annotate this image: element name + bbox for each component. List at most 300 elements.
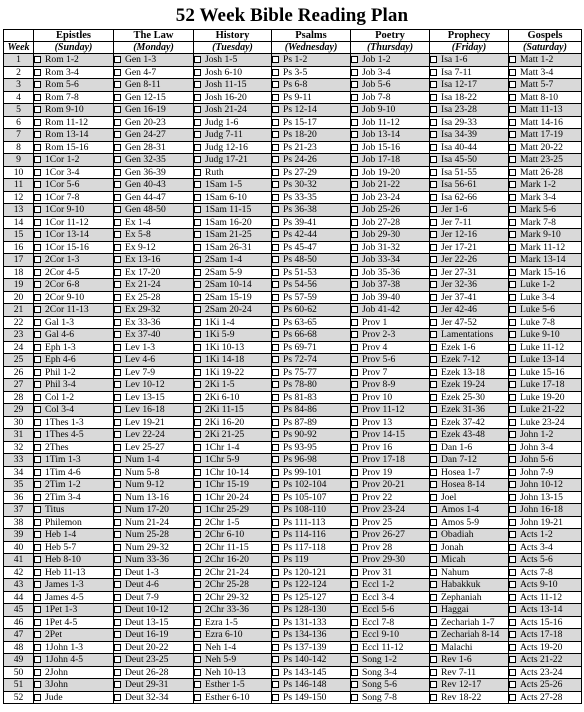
checkbox[interactable]: [194, 406, 201, 413]
checkbox[interactable]: [114, 69, 121, 76]
checkbox[interactable]: [194, 81, 201, 88]
checkbox[interactable]: [34, 569, 41, 576]
checkbox[interactable]: [34, 531, 41, 538]
checkbox[interactable]: [272, 381, 279, 388]
checkbox[interactable]: [430, 94, 437, 101]
checkbox[interactable]: [34, 556, 41, 563]
checkbox[interactable]: [114, 469, 121, 476]
checkbox[interactable]: [351, 506, 358, 513]
checkbox[interactable]: [114, 369, 121, 376]
checkbox[interactable]: [34, 419, 41, 426]
checkbox[interactable]: [194, 219, 201, 226]
checkbox[interactable]: [194, 344, 201, 351]
checkbox[interactable]: [509, 244, 516, 251]
checkbox[interactable]: [509, 144, 516, 151]
checkbox[interactable]: [34, 306, 41, 313]
checkbox[interactable]: [509, 181, 516, 188]
checkbox[interactable]: [114, 681, 121, 688]
checkbox[interactable]: [34, 206, 41, 213]
checkbox[interactable]: [272, 431, 279, 438]
checkbox[interactable]: [194, 144, 201, 151]
checkbox[interactable]: [272, 231, 279, 238]
checkbox[interactable]: [509, 206, 516, 213]
checkbox[interactable]: [34, 369, 41, 376]
checkbox[interactable]: [430, 181, 437, 188]
checkbox[interactable]: [114, 456, 121, 463]
checkbox[interactable]: [272, 494, 279, 501]
checkbox[interactable]: [34, 406, 41, 413]
checkbox[interactable]: [509, 506, 516, 513]
checkbox[interactable]: [114, 694, 121, 701]
checkbox[interactable]: [351, 369, 358, 376]
checkbox[interactable]: [34, 256, 41, 263]
checkbox[interactable]: [272, 619, 279, 626]
checkbox[interactable]: [351, 669, 358, 676]
checkbox[interactable]: [272, 294, 279, 301]
checkbox[interactable]: [351, 419, 358, 426]
checkbox[interactable]: [351, 431, 358, 438]
checkbox[interactable]: [509, 369, 516, 376]
checkbox[interactable]: [351, 69, 358, 76]
checkbox[interactable]: [114, 206, 121, 213]
checkbox[interactable]: [114, 656, 121, 663]
checkbox[interactable]: [114, 306, 121, 313]
checkbox[interactable]: [351, 219, 358, 226]
checkbox[interactable]: [272, 681, 279, 688]
checkbox[interactable]: [34, 194, 41, 201]
checkbox[interactable]: [194, 581, 201, 588]
checkbox[interactable]: [34, 631, 41, 638]
checkbox[interactable]: [34, 469, 41, 476]
checkbox[interactable]: [351, 294, 358, 301]
checkbox[interactable]: [509, 219, 516, 226]
checkbox[interactable]: [34, 81, 41, 88]
checkbox[interactable]: [34, 444, 41, 451]
checkbox[interactable]: [509, 431, 516, 438]
checkbox[interactable]: [34, 144, 41, 151]
checkbox[interactable]: [272, 456, 279, 463]
checkbox[interactable]: [351, 556, 358, 563]
checkbox[interactable]: [272, 256, 279, 263]
checkbox[interactable]: [509, 694, 516, 701]
checkbox[interactable]: [430, 244, 437, 251]
checkbox[interactable]: [114, 269, 121, 276]
checkbox[interactable]: [114, 94, 121, 101]
checkbox[interactable]: [272, 369, 279, 376]
checkbox[interactable]: [509, 606, 516, 613]
checkbox[interactable]: [430, 444, 437, 451]
checkbox[interactable]: [194, 669, 201, 676]
checkbox[interactable]: [351, 156, 358, 163]
checkbox[interactable]: [272, 331, 279, 338]
checkbox[interactable]: [430, 431, 437, 438]
checkbox[interactable]: [351, 594, 358, 601]
checkbox[interactable]: [509, 494, 516, 501]
checkbox[interactable]: [114, 156, 121, 163]
checkbox[interactable]: [114, 219, 121, 226]
checkbox[interactable]: [194, 681, 201, 688]
checkbox[interactable]: [194, 94, 201, 101]
checkbox[interactable]: [34, 269, 41, 276]
checkbox[interactable]: [194, 556, 201, 563]
checkbox[interactable]: [351, 681, 358, 688]
checkbox[interactable]: [272, 319, 279, 326]
checkbox[interactable]: [351, 269, 358, 276]
checkbox[interactable]: [351, 356, 358, 363]
checkbox[interactable]: [509, 331, 516, 338]
checkbox[interactable]: [114, 406, 121, 413]
checkbox[interactable]: [114, 56, 121, 63]
checkbox[interactable]: [194, 56, 201, 63]
checkbox[interactable]: [114, 519, 121, 526]
checkbox[interactable]: [351, 81, 358, 88]
checkbox[interactable]: [194, 206, 201, 213]
checkbox[interactable]: [430, 406, 437, 413]
checkbox[interactable]: [194, 231, 201, 238]
checkbox[interactable]: [114, 319, 121, 326]
checkbox[interactable]: [194, 506, 201, 513]
checkbox[interactable]: [509, 106, 516, 113]
checkbox[interactable]: [272, 306, 279, 313]
checkbox[interactable]: [509, 419, 516, 426]
checkbox[interactable]: [509, 194, 516, 201]
checkbox[interactable]: [351, 231, 358, 238]
checkbox[interactable]: [351, 581, 358, 588]
checkbox[interactable]: [114, 444, 121, 451]
checkbox[interactable]: [34, 69, 41, 76]
checkbox[interactable]: [430, 531, 437, 538]
checkbox[interactable]: [194, 306, 201, 313]
checkbox[interactable]: [509, 56, 516, 63]
checkbox[interactable]: [430, 669, 437, 676]
checkbox[interactable]: [351, 606, 358, 613]
checkbox[interactable]: [430, 56, 437, 63]
checkbox[interactable]: [114, 569, 121, 576]
checkbox[interactable]: [351, 531, 358, 538]
checkbox[interactable]: [509, 569, 516, 576]
checkbox[interactable]: [272, 606, 279, 613]
checkbox[interactable]: [430, 419, 437, 426]
checkbox[interactable]: [351, 194, 358, 201]
checkbox[interactable]: [34, 294, 41, 301]
checkbox[interactable]: [34, 331, 41, 338]
checkbox[interactable]: [430, 231, 437, 238]
checkbox[interactable]: [509, 306, 516, 313]
checkbox[interactable]: [114, 644, 121, 651]
checkbox[interactable]: [34, 669, 41, 676]
checkbox[interactable]: [351, 169, 358, 176]
checkbox[interactable]: [351, 94, 358, 101]
checkbox[interactable]: [114, 381, 121, 388]
checkbox[interactable]: [509, 556, 516, 563]
checkbox[interactable]: [114, 344, 121, 351]
checkbox[interactable]: [509, 656, 516, 663]
checkbox[interactable]: [351, 631, 358, 638]
checkbox[interactable]: [430, 106, 437, 113]
checkbox[interactable]: [509, 519, 516, 526]
checkbox[interactable]: [114, 194, 121, 201]
checkbox[interactable]: [272, 481, 279, 488]
checkbox[interactable]: [194, 119, 201, 126]
checkbox[interactable]: [272, 356, 279, 363]
checkbox[interactable]: [194, 106, 201, 113]
checkbox[interactable]: [430, 294, 437, 301]
checkbox[interactable]: [272, 69, 279, 76]
checkbox[interactable]: [194, 644, 201, 651]
checkbox[interactable]: [114, 531, 121, 538]
checkbox[interactable]: [430, 394, 437, 401]
checkbox[interactable]: [194, 481, 201, 488]
checkbox[interactable]: [509, 681, 516, 688]
checkbox[interactable]: [272, 594, 279, 601]
checkbox[interactable]: [272, 544, 279, 551]
checkbox[interactable]: [509, 469, 516, 476]
checkbox[interactable]: [351, 256, 358, 263]
checkbox[interactable]: [351, 469, 358, 476]
checkbox[interactable]: [272, 281, 279, 288]
checkbox[interactable]: [509, 269, 516, 276]
checkbox[interactable]: [114, 419, 121, 426]
checkbox[interactable]: [272, 556, 279, 563]
checkbox[interactable]: [430, 631, 437, 638]
checkbox[interactable]: [272, 244, 279, 251]
checkbox[interactable]: [509, 256, 516, 263]
checkbox[interactable]: [430, 344, 437, 351]
checkbox[interactable]: [194, 544, 201, 551]
checkbox[interactable]: [34, 181, 41, 188]
checkbox[interactable]: [430, 519, 437, 526]
checkbox[interactable]: [34, 544, 41, 551]
checkbox[interactable]: [430, 131, 437, 138]
checkbox[interactable]: [194, 494, 201, 501]
checkbox[interactable]: [194, 419, 201, 426]
checkbox[interactable]: [34, 581, 41, 588]
checkbox[interactable]: [430, 556, 437, 563]
checkbox[interactable]: [114, 331, 121, 338]
checkbox[interactable]: [272, 656, 279, 663]
checkbox[interactable]: [272, 119, 279, 126]
checkbox[interactable]: [194, 281, 201, 288]
checkbox[interactable]: [114, 594, 121, 601]
checkbox[interactable]: [34, 606, 41, 613]
checkbox[interactable]: [430, 569, 437, 576]
checkbox[interactable]: [34, 219, 41, 226]
checkbox[interactable]: [114, 631, 121, 638]
checkbox[interactable]: [194, 169, 201, 176]
checkbox[interactable]: [34, 656, 41, 663]
checkbox[interactable]: [509, 231, 516, 238]
checkbox[interactable]: [509, 169, 516, 176]
checkbox[interactable]: [430, 581, 437, 588]
checkbox[interactable]: [114, 281, 121, 288]
checkbox[interactable]: [509, 669, 516, 676]
checkbox[interactable]: [509, 631, 516, 638]
checkbox[interactable]: [272, 206, 279, 213]
checkbox[interactable]: [509, 481, 516, 488]
checkbox[interactable]: [114, 106, 121, 113]
checkbox[interactable]: [430, 206, 437, 213]
checkbox[interactable]: [430, 169, 437, 176]
checkbox[interactable]: [430, 194, 437, 201]
checkbox[interactable]: [430, 81, 437, 88]
checkbox[interactable]: [430, 481, 437, 488]
checkbox[interactable]: [351, 181, 358, 188]
checkbox[interactable]: [351, 519, 358, 526]
checkbox[interactable]: [114, 169, 121, 176]
checkbox[interactable]: [114, 144, 121, 151]
checkbox[interactable]: [509, 94, 516, 101]
checkbox[interactable]: [114, 231, 121, 238]
checkbox[interactable]: [194, 394, 201, 401]
checkbox[interactable]: [272, 94, 279, 101]
checkbox[interactable]: [272, 181, 279, 188]
checkbox[interactable]: [351, 344, 358, 351]
checkbox[interactable]: [272, 269, 279, 276]
checkbox[interactable]: [272, 81, 279, 88]
checkbox[interactable]: [34, 619, 41, 626]
checkbox[interactable]: [430, 369, 437, 376]
checkbox[interactable]: [34, 506, 41, 513]
checkbox[interactable]: [272, 631, 279, 638]
checkbox[interactable]: [272, 56, 279, 63]
checkbox[interactable]: [430, 656, 437, 663]
checkbox[interactable]: [272, 169, 279, 176]
checkbox[interactable]: [194, 69, 201, 76]
checkbox[interactable]: [430, 306, 437, 313]
checkbox[interactable]: [509, 456, 516, 463]
checkbox[interactable]: [430, 544, 437, 551]
checkbox[interactable]: [509, 81, 516, 88]
checkbox[interactable]: [272, 506, 279, 513]
checkbox[interactable]: [430, 331, 437, 338]
checkbox[interactable]: [272, 519, 279, 526]
checkbox[interactable]: [509, 119, 516, 126]
checkbox[interactable]: [509, 69, 516, 76]
checkbox[interactable]: [194, 369, 201, 376]
checkbox[interactable]: [34, 281, 41, 288]
checkbox[interactable]: [351, 306, 358, 313]
checkbox[interactable]: [114, 669, 121, 676]
checkbox[interactable]: [351, 106, 358, 113]
checkbox[interactable]: [351, 331, 358, 338]
checkbox[interactable]: [430, 281, 437, 288]
checkbox[interactable]: [272, 131, 279, 138]
checkbox[interactable]: [509, 381, 516, 388]
checkbox[interactable]: [34, 594, 41, 601]
checkbox[interactable]: [194, 431, 201, 438]
checkbox[interactable]: [34, 169, 41, 176]
checkbox[interactable]: [430, 156, 437, 163]
checkbox[interactable]: [351, 544, 358, 551]
checkbox[interactable]: [351, 456, 358, 463]
checkbox[interactable]: [509, 531, 516, 538]
checkbox[interactable]: [430, 494, 437, 501]
checkbox[interactable]: [509, 319, 516, 326]
checkbox[interactable]: [34, 131, 41, 138]
checkbox[interactable]: [194, 244, 201, 251]
checkbox[interactable]: [194, 156, 201, 163]
checkbox[interactable]: [194, 656, 201, 663]
checkbox[interactable]: [114, 506, 121, 513]
checkbox[interactable]: [114, 619, 121, 626]
checkbox[interactable]: [114, 181, 121, 188]
checkbox[interactable]: [194, 531, 201, 538]
checkbox[interactable]: [34, 519, 41, 526]
checkbox[interactable]: [430, 256, 437, 263]
checkbox[interactable]: [272, 469, 279, 476]
checkbox[interactable]: [430, 694, 437, 701]
checkbox[interactable]: [114, 256, 121, 263]
checkbox[interactable]: [430, 119, 437, 126]
checkbox[interactable]: [351, 206, 358, 213]
checkbox[interactable]: [194, 444, 201, 451]
checkbox[interactable]: [351, 319, 358, 326]
checkbox[interactable]: [351, 694, 358, 701]
checkbox[interactable]: [194, 694, 201, 701]
checkbox[interactable]: [194, 131, 201, 138]
checkbox[interactable]: [194, 519, 201, 526]
checkbox[interactable]: [272, 669, 279, 676]
checkbox[interactable]: [34, 94, 41, 101]
checkbox[interactable]: [272, 444, 279, 451]
checkbox[interactable]: [34, 644, 41, 651]
checkbox[interactable]: [351, 481, 358, 488]
checkbox[interactable]: [509, 581, 516, 588]
checkbox[interactable]: [430, 219, 437, 226]
checkbox[interactable]: [351, 244, 358, 251]
checkbox[interactable]: [114, 394, 121, 401]
checkbox[interactable]: [194, 381, 201, 388]
checkbox[interactable]: [114, 131, 121, 138]
checkbox[interactable]: [351, 569, 358, 576]
checkbox[interactable]: [272, 156, 279, 163]
checkbox[interactable]: [509, 594, 516, 601]
checkbox[interactable]: [351, 394, 358, 401]
checkbox[interactable]: [430, 269, 437, 276]
checkbox[interactable]: [34, 56, 41, 63]
checkbox[interactable]: [194, 569, 201, 576]
checkbox[interactable]: [351, 56, 358, 63]
checkbox[interactable]: [34, 231, 41, 238]
checkbox[interactable]: [34, 681, 41, 688]
checkbox[interactable]: [194, 456, 201, 463]
checkbox[interactable]: [194, 619, 201, 626]
checkbox[interactable]: [509, 344, 516, 351]
checkbox[interactable]: [34, 694, 41, 701]
checkbox[interactable]: [272, 194, 279, 201]
checkbox[interactable]: [114, 294, 121, 301]
checkbox[interactable]: [114, 244, 121, 251]
checkbox[interactable]: [114, 494, 121, 501]
checkbox[interactable]: [509, 619, 516, 626]
checkbox[interactable]: [351, 281, 358, 288]
checkbox[interactable]: [509, 131, 516, 138]
checkbox[interactable]: [34, 106, 41, 113]
checkbox[interactable]: [351, 619, 358, 626]
checkbox[interactable]: [351, 444, 358, 451]
checkbox[interactable]: [272, 531, 279, 538]
checkbox[interactable]: [34, 356, 41, 363]
checkbox[interactable]: [34, 431, 41, 438]
checkbox[interactable]: [430, 469, 437, 476]
checkbox[interactable]: [509, 406, 516, 413]
checkbox[interactable]: [509, 644, 516, 651]
checkbox[interactable]: [351, 381, 358, 388]
checkbox[interactable]: [272, 406, 279, 413]
checkbox[interactable]: [194, 194, 201, 201]
checkbox[interactable]: [194, 331, 201, 338]
checkbox[interactable]: [34, 156, 41, 163]
